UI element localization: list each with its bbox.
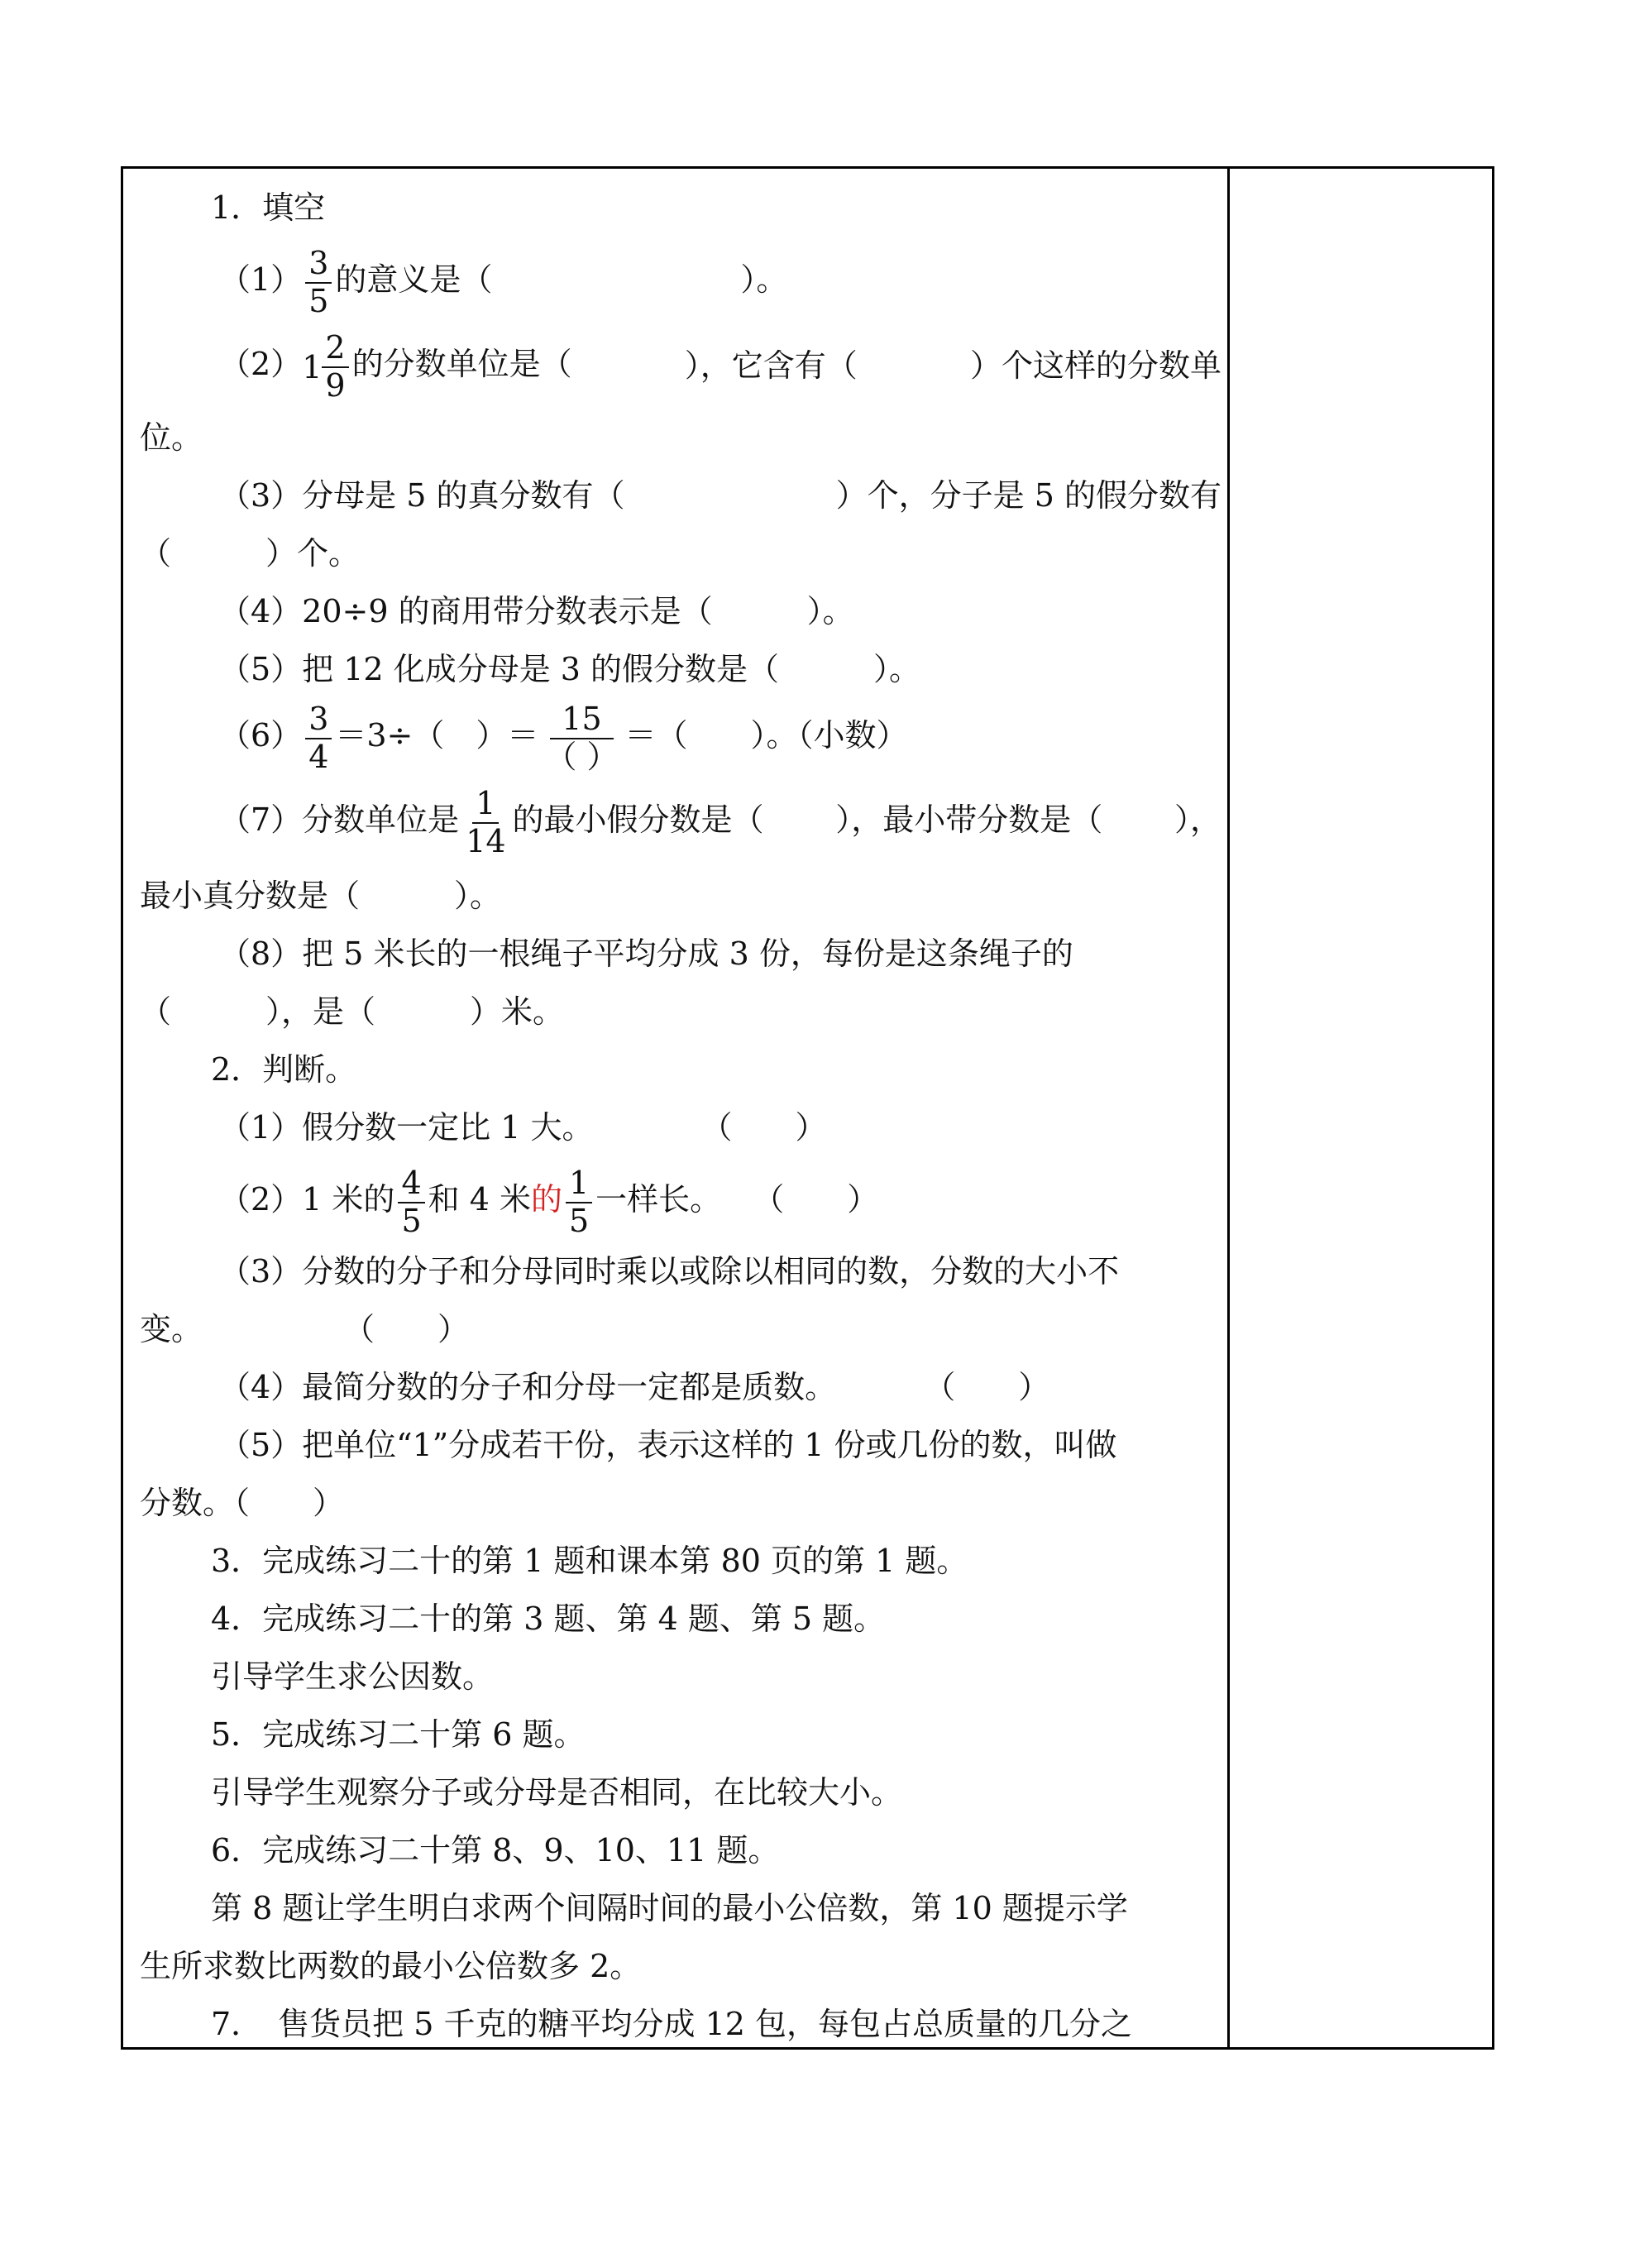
q1-item-1: （1） $\frac{3}{5}$ 的意义是（ ）。: [219, 244, 788, 319]
q1-item-7: （7）分数单位是 $\frac{1}{14}$ 的最小假分数是（ ），最小带分数是（ ），: [219, 784, 1221, 859]
q2-item-2: （2）1 米的 $\frac{4}{5}$ 和 4 米的 $\frac{1}{5}$ 一样长。 （ ）: [219, 1164, 879, 1239]
q3: 3．完成练习二十的第 1 题和课本第 80 页的第 1 题。: [211, 1543, 968, 1579]
q1-item-3: （3）分母是 5 的真分数有（ ）个，分子是 5 的假分数有: [219, 477, 1221, 514]
q7: 7． 售货员把 5 千克的糖平均分成 12 包，每包占总质量的几分之: [211, 2006, 1133, 2042]
q1-item-5: （5）把 12 化成分母是 3 的假分数是（ ）。: [219, 651, 921, 687]
q2-item-5-cont: 分数。（ ）: [140, 1485, 345, 1521]
fraction-3-5: $\frac{3}{5}$: [305, 247, 332, 318]
q6-note: 第 8 题让学生明白求两个间隔时间的最小公倍数，第 10 题提示学: [211, 1890, 1128, 1926]
q2-item-1: （1）假分数一定比 1 大。 （ ）: [219, 1109, 827, 1146]
q4-note: 引导学生求公因数。: [211, 1658, 495, 1695]
q1-item-8: （8）把 5 米长的一根绳子平均分成 3 份，每份是这条绳子的: [219, 935, 1073, 972]
q4: 4．完成练习二十的第 3 题、第 4 题、第 5 题。: [211, 1601, 886, 1637]
notes-column: [1230, 169, 1492, 2047]
exercise-content: [140, 179, 1221, 2053]
q1-item-2: （2） 1 $\frac{2}{9}$ 的分数单位是（ ），它含有（ ）个这样的分数单: [140, 323, 1221, 409]
q5: 5．完成练习二十第 6 题。: [211, 1716, 586, 1753]
q1-item-7-cont: 最小真分数是（ ）。: [140, 878, 502, 914]
q2-item-3: （3）分数的分子和分母同时乘以或除以相同的数，分数的大小不: [219, 1253, 1120, 1290]
q1-item-6: （6） $\frac{3}{4}$ ＝3÷（ ）＝ $\frac{15}{( )}$ ＝（ ）。（小数）: [219, 700, 908, 775]
q1-item-2-cont: 位。: [140, 419, 203, 456]
q1-title: 1．填空: [211, 189, 326, 226]
highlighted-word: 的: [530, 1181, 562, 1218]
q5-note: 引导学生观察分子或分母是否相同，在比较大小。: [211, 1774, 903, 1811]
mixed-number-1-2-9: 1 $\frac{2}{9}$: [302, 324, 351, 410]
q1-item-3-cont: （ ）个。: [140, 535, 361, 572]
lesson-table: [121, 166, 1494, 2050]
q2-title: 2．判断。: [211, 1051, 357, 1088]
q2-item-5: （5）把单位“1”分成若干份，表示这样的 1 份或几份的数，叫做: [219, 1427, 1117, 1463]
q2-item-3-cont: 变。 （ ）: [140, 1311, 470, 1347]
q6: 6．完成练习二十第 8、9、10、11 题。: [211, 1832, 780, 1868]
q1-item-4: （4）20÷9 的商用带分数表示是（ ）。: [219, 593, 854, 629]
q1-item-8-cont: （ ），是（ ）米。: [140, 993, 565, 1030]
q2-item-4: （4）最简分数的分子和分母一定都是质数。 （ ）: [219, 1369, 1050, 1405]
q6-note-cont: 生所求数比两数的最小公倍数多 2。: [140, 1948, 642, 1984]
